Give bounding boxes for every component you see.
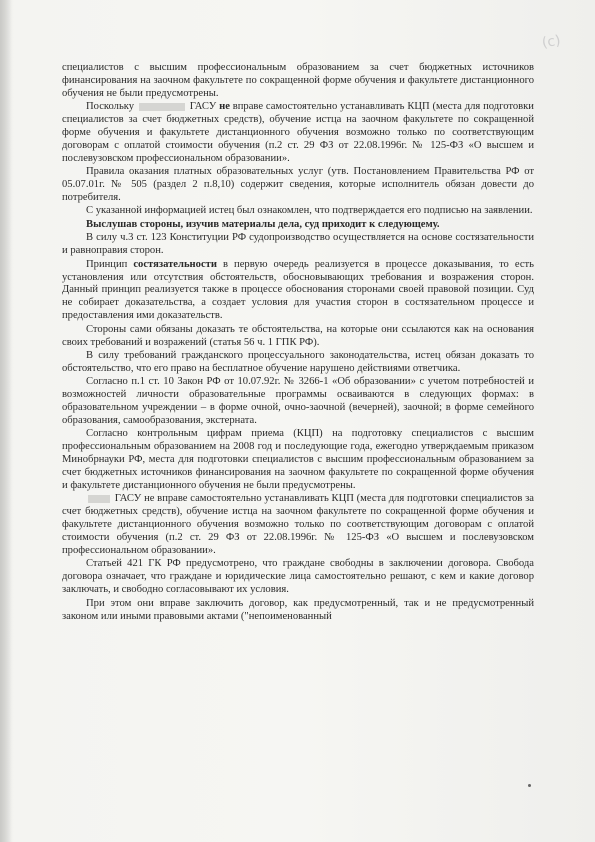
paragraph-12-text: не вправе самостоятельно устанавливать КЦП (места для подготовки специалистов за счет бюджетных средств), обучение истца на заочном факультете по сокращенной форме обучения и факультете дистанционного обучения возможно только по соответствующим договорам с оплатой стоимости обучения (п.2 ст. 29 ФЗ от 22.08.1996г. № 125-ФЗ «О высшем и послевузовском профессиональном образовании». [62, 493, 534, 557]
redaction-mark [139, 103, 185, 111]
paragraph-2-bold: не [219, 101, 230, 113]
paragraph-2-org: ГАСУ [189, 101, 217, 113]
paragraph-3: Правила оказания платных образовательных услуг (утв. Постановлением Правительства РФ от 05.07.01г. № 505 (раздел 2 п.8,10) содержит сведения, которые исполнитель обязан довести до потребителя. [62, 166, 534, 204]
paragraph-14: При этом они вправе заключить договор, как предусмотренный, так и не предусмотренный законом или иными правовыми актами ("непоименованный [62, 597, 534, 622]
paragraph-12 [62, 493, 534, 558]
paragraph-9: В силу требований гражданского процессуального законодательства, истец обязан доказать то обстоятельство, что его право на бесплатное обучение нарушено действиями ответчика. [62, 349, 534, 374]
redaction-mark [88, 495, 110, 503]
paragraph-8: Стороны сами обязаны доказать те обстоятельства, на которые они ссылаются как на основания своих требований и возражений (статья 56 ч. 1 ГПК РФ). [62, 323, 534, 348]
paragraph-7 [62, 259, 534, 324]
paragraph-4: С указанной информацией истец был ознакомлен, что подтверждается его подписью на заявлении. [86, 205, 533, 217]
paragraph-7-bold: состязательности [133, 258, 217, 270]
document-body [62, 62, 534, 623]
paragraph-7-text: в первую очередь реализуется в процессе доказывания, то есть установления или отсутствия обстоятельств, обосновывающих требования и возражения сторон. Данный принцип реализуется также в процессе обоснования сторонами своей правовой позиции. Суд не собирает доказательства, а создает условия для участия сторон в состязательном процессе и предоставления ими доказательств. [62, 258, 535, 322]
paragraph-2-text: вправе самостоятельно устанавливать КЦП (места для подготовки специалистов за счет бюджетных средств), обучение истца на заочном факультете по сокращенной форме обучения и факультете дистанционного обучения возможно только по соответствующим договорам с оплатой стоимости обучения (п.2 ст. 29 ФЗ от 22.08.1996г. № 125-ФЗ «О высшем и послевузовском профессиональном образовании». [62, 101, 534, 164]
paragraph-1: специалистов с высшим профессиональным образованием за счет бюджетных источников финансирования на заочном факультете по сокращенной форме обучения и факультете дистанционного обучения не были предусмотрены. [62, 62, 534, 99]
paragraph-10: Согласно п.1 ст. 10 Закон РФ от 10.07.92г. № 3266-1 «Об образовании» с учетом потребностей и возможностей личности образовательные программы осваиваются в следующих формах: в образовательном учреждении – в форме очной, очно-заочной (вечерней), заочной; в форме семейного образования, самообразования, экстерната. [62, 376, 534, 426]
paragraph-13: Статьей 421 ГК РФ предусмотрено, что граждане свободны в заключении договора. Свобода договора означает, что граждане и юридические лица самостоятельно решают, с кем и какие договор заключать, и свободно согласовывают их условия. [62, 558, 534, 596]
paragraph-11: Согласно контрольным цифрам приема (КЦП) на подготовку специалистов с высшим профессиональным образованием на 2008 год и последующие года, ежегодно утверждаемым приказом Минобрнауки РФ, места для подготовки специалистов с высшим профессиональным образованием за счет бюджетных источников финансирования на заочном факультете по сокращенной форме обучения и факультете дистанционного обучения не были предусмотрены. [62, 428, 534, 491]
margin-dot [528, 784, 531, 787]
scan-edge-shadow [0, 0, 12, 842]
paragraph-12-org: ГАСУ [114, 493, 142, 505]
corner-mark: (c) [541, 32, 563, 52]
paragraph-7-lead: Принцип [86, 258, 128, 270]
paragraph-6: В силу ч.3 ст. 123 Конституции РФ судопроизводство осуществляется на основе состязательности и равноправия сторон. [62, 232, 534, 257]
paragraph-5-heading: Выслушав стороны, изучив материалы дела, суд приходит к следующему. [86, 218, 440, 230]
paragraph-2-lead: Поскольку [86, 101, 135, 113]
paragraph-2 [62, 101, 534, 166]
